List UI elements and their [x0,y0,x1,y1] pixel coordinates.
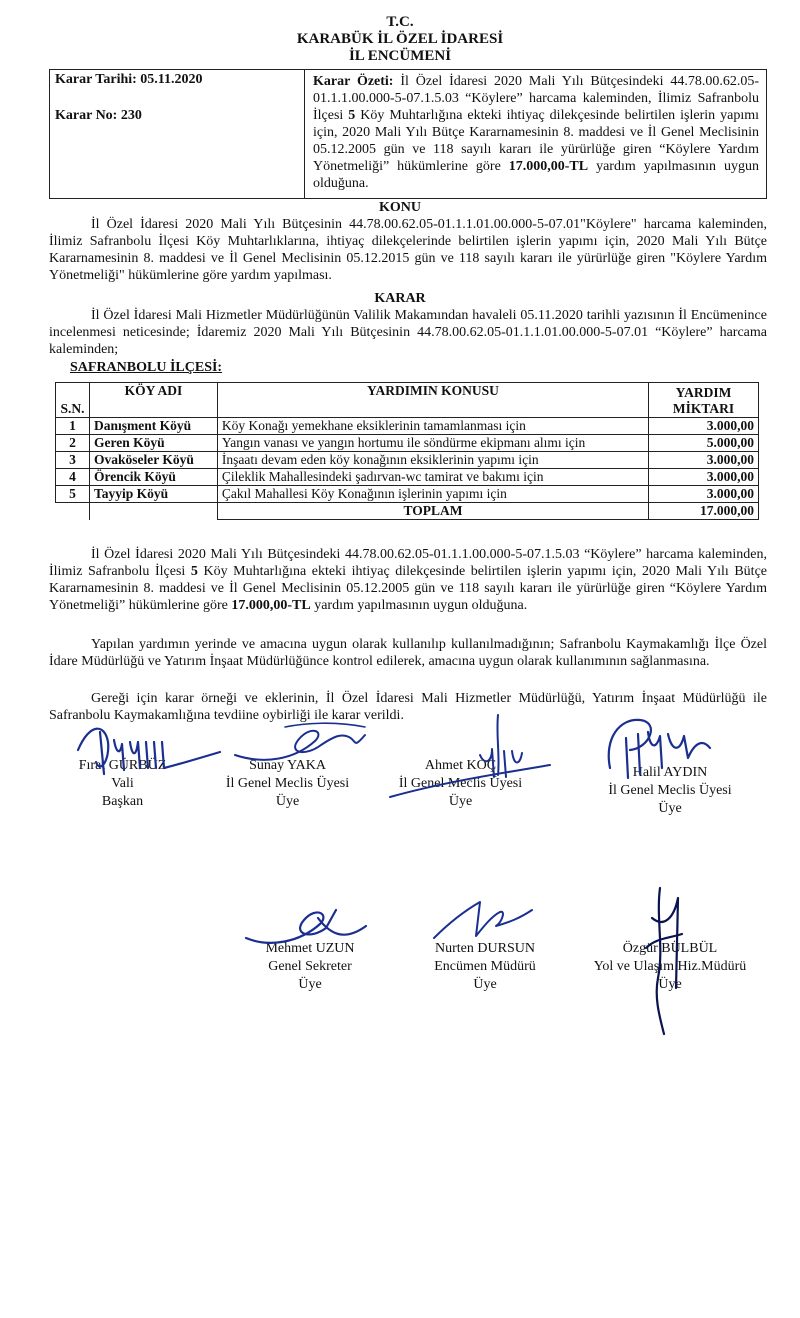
signer-7-title: Yol ve Ulaşım Hiz.Müdürü [593,959,747,974]
signer-2-name: Sunay YAKA [249,758,326,773]
signer-2-role: Üye [275,794,300,809]
p2-text: Yapılan yardımın yerinde ve amacına uygun olarak kullanılıp kullanılmadığının; Safranbolu Kaymakamlığı İlçe Özel İdare Müdürlüğü ve Yatırım İnşaat Müdürlüğünce kontrol edilerek, amacına uygun olarak kullanımının sağlanmasına. [49,637,767,669]
cell-sn: 3 [56,452,90,469]
signer-3-name: Ahmet KOÇ [424,758,497,773]
total-label: TOPLAM [217,503,648,520]
p3-text: Gereği için karar örneği ve eklerinin, İl Özel İdaresi Mali Hizmetler Müdürlüğü, Yatırım İnşaat Müdürlüğü ile Safranbolu Kaymakamlığına tevdiine oybirliği ile karar verildi. [49,691,767,723]
signer-4-role: Üye [658,801,682,816]
cell-sn: 2 [56,435,90,452]
cell-amount: 5.000,00 [649,435,759,452]
cell-sn: 4 [56,469,90,486]
signer-7-role: Üye [658,977,682,992]
cell-village: Tayyip Köyü [89,486,217,503]
cell-amount: 3.000,00 [649,418,759,435]
karar-text-body: İl Özel İdaresi Mali Hizmetler Müdürlüğünün Valilik Makamından havaleli 05.11.2020 tarihli yazısının İl Encümenince incelenmesi neticesinde; İdaremiz 2020 Mali Yılı Bütçesinin 44.78.00.62.05-01.1.1.01.00.000-5-07.01 “Köylere” harcama kaleminden; [49,308,767,357]
summary-text-pre: İl Özel İdaresi 2020 Mali Yılı Bütçesindeki 44.78.00.62.05-01.1.1.00.000-5-07.1.5.03 “Köylere” harcama kaleminden, İlimiz Safranbolu İlçesi [313,74,759,123]
aid-table [55,382,759,520]
signer-4-name: Halil AYDIN [632,765,708,780]
signature-scribble-7 [630,878,700,1038]
header-committee: İL ENCÜMENİ [348,48,452,64]
col-header-village: KÖY ADI [89,383,217,418]
signature-scribble-4 [590,708,720,788]
decision-summary [313,73,759,192]
cell-subject: Yangın vanası ve yangın hortumu ile söndürme ekipmanı alımı için [217,435,648,452]
signature-scribble-1 [70,712,230,782]
total-empty-1 [56,503,90,520]
col-header-amount [649,383,759,418]
karar-text [49,307,767,358]
p1-mid: Köy Muhtarlığına ekteki ihtiyaç dilekçesinde belirtilen işlerin yapımı için, 2020 Mali Yılı Bütçe Kararnamesinin 8. maddesi ve İl Genel Meclisinin 05.12.2005 gün ve 118 sayılı kararı ile yürürlüğe giren “Köylere Yardım Yönetmeliği” hükümlerine göre [49,564,768,613]
cell-village: Örencik Köyü [89,469,217,486]
signer-1-role: Başkan [101,794,144,809]
summary-count: 5 [348,108,356,123]
summary-text-post: yardım yapılmasının uygun olduğuna. [313,159,759,191]
table-row [56,452,759,469]
cell-subject: Çakıl Mahallesi Köy Konağının işlerinin yapımı için [217,486,648,503]
p1-count: 5 [190,564,198,579]
table-row [56,486,759,503]
table-header-row [56,383,759,418]
p1-post: yardım yapılmasının uygun olduğuna. [310,598,528,613]
summary-label: Karar Özeti: [313,74,394,89]
cell-village: Danışment Köyü [89,418,217,435]
signer-7-name: Özgür BÜLBÜL [622,941,718,956]
signer-3-role: Üye [448,794,473,809]
signature-scribble-5 [240,898,380,958]
summary-text-mid: Köy Muhtarlığına ekteki ihtiyaç dilekçesinde belirtilen işlerin yapımı için, 2020 Mali Yılı Bütçe Kararnamesinin 8. maddesi ve İl Genel Meclisinin 05.12.2005 gün ve 118 sayılı kararı ile yürürlüğe giren “Köylere Yardım Yönetmeliği” hükümlerine göre [313,108,759,174]
cell-village: Ovaköseler Köyü [89,452,217,469]
decision-number: Karar No: 230 [55,108,142,123]
cell-subject: İnşaatı devam eden köy konağının eksiklerinin yapımı için [217,452,648,469]
col-header-amount-line2: MİKTARI [672,401,735,416]
konu-text [49,216,767,284]
cell-amount: 3.000,00 [649,452,759,469]
signer-1-title: Vali [111,776,134,791]
signer-5-title: Genel Sekreter [268,959,352,974]
cell-sn: 5 [56,486,90,503]
total-amount: 17.000,00 [649,503,759,520]
decision-box-divider [304,70,305,198]
header-institution: KARABÜK İL ÖZEL İDARESİ [296,31,504,47]
district-title: SAFRANBOLU İLÇESİ: [70,360,223,375]
cell-amount: 3.000,00 [649,469,759,486]
karar-title: KARAR [374,291,426,306]
cell-amount: 3.000,00 [649,486,759,503]
signer-2-title: İl Genel Meclis Üyesi [225,776,350,791]
col-header-subject: YARDIMIN KONUSU [217,383,648,418]
cell-sn: 1 [56,418,90,435]
signer-6-role: Üye [473,977,497,992]
signer-4-title: İl Genel Meclis Üyesi [608,783,732,798]
summary-amount: 17.000,00-TL [508,159,589,174]
cell-village: Geren Köyü [89,435,217,452]
body-paragraph-1 [49,546,767,614]
col-header-amount-line1: YARDIM [675,385,732,400]
cell-subject: Çileklik Mahallesindeki şadırvan-wc tamirat ve bakımı için [217,469,648,486]
signer-6-title: Encümen Müdürü [434,959,536,974]
signature-scribble-6 [420,892,540,952]
konu-text-body: İl Özel İdaresi 2020 Mali Yılı Bütçesinin 44.78.00.62.05-01.1.1.01.00.000-5-07.01"Köylere" harcama kaleminden, İlimiz Safranbolu İlçesi Köy Muhtarlıklarına, ihtiyaç dilekçelerinde belirtilen işlerin yapımı için, 2020 Mali Yılı Bütçe Kararnamesinin 8. maddesi ve İl Genel Meclisinin 05.12.2015 gün ve 118 sayılı kararı ile yürürlüğe giren "Köylere Yardım Yönetmeliği" hükümlerine göre yardım yapılması. [49,217,767,283]
p1-pre: İl Özel İdaresi 2020 Mali Yılı Bütçesindeki 44.78.00.62.05-01.1.1.00.000-5-07.1.5.03 “Köylere” harcama kaleminden, İlimiz Safranbolu İlçesi [49,547,767,579]
konu-title: KONU [379,200,421,215]
p1-amount: 17.000,00-TL [231,598,311,613]
signer-3-title: İl Genel Meclis Üyesi [398,776,523,791]
signer-6-name: Nurten DURSUN [435,941,535,956]
cell-subject: Köy Konağı yemekhane eksiklerinin tamamlanması için [217,418,648,435]
signature-scribble-3 [380,705,560,805]
table-total-row [56,503,759,520]
signer-5-role: Üye [298,977,322,992]
header-tc: T.C. [386,14,414,30]
decision-date: Karar Tarihi: 05.11.2020 [55,72,203,87]
signer-1-name: Fırat GÜRBÜZ [78,758,167,773]
signature-scribble-2 [225,715,375,775]
total-empty-2 [89,503,217,520]
col-header-sn: S.N. [56,383,90,418]
signer-5-name: Mehmet UZUN [265,941,355,956]
table-row [56,418,759,435]
body-paragraph-2 [49,636,767,670]
table-row [56,435,759,452]
table-row [56,469,759,486]
